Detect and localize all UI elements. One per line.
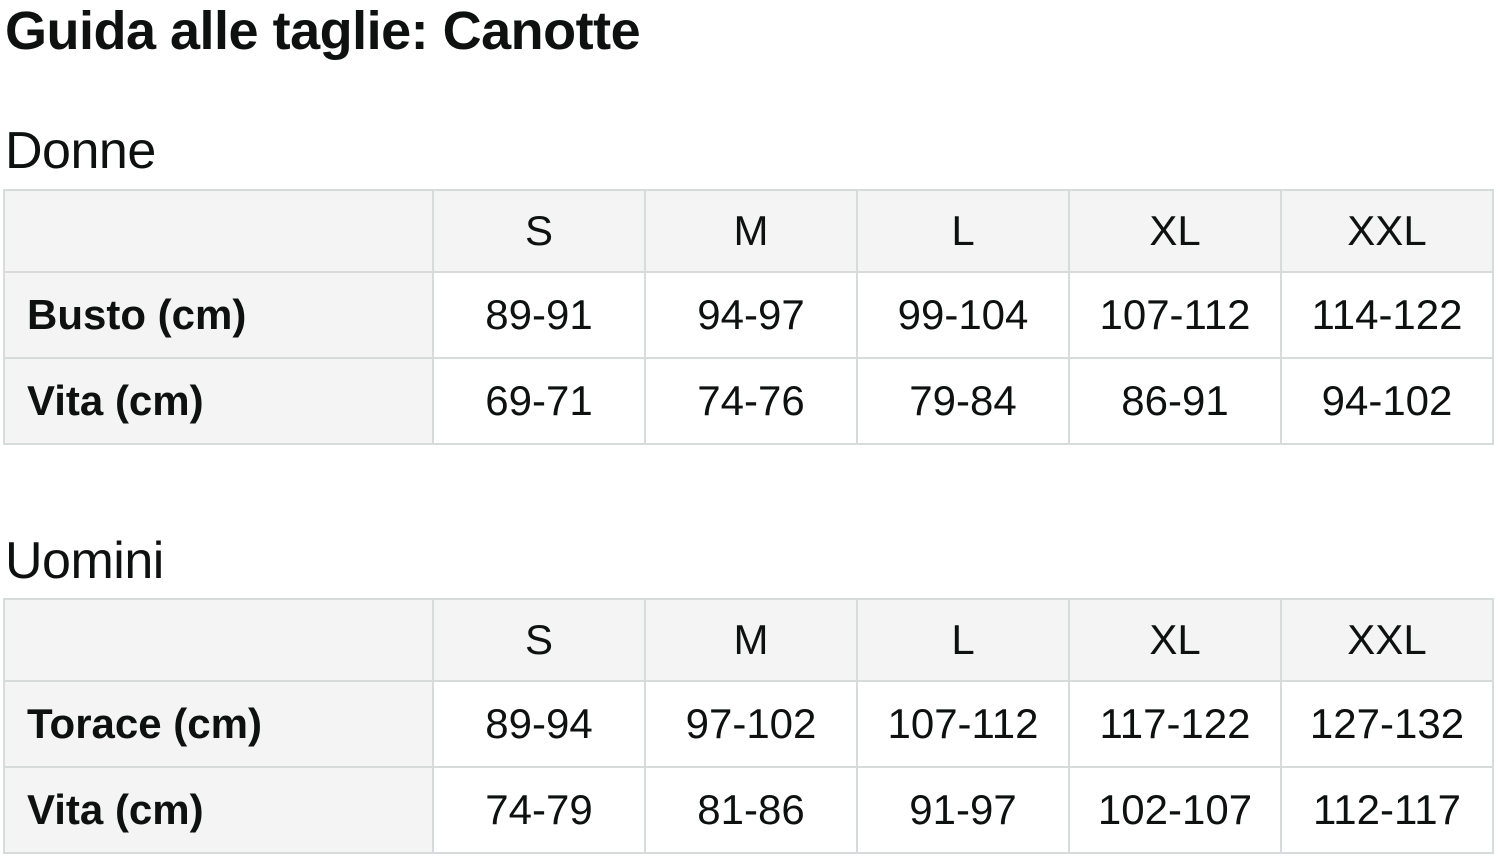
size-value-cell: 79-84 — [857, 358, 1069, 444]
row-label-busto: Busto (cm) — [4, 272, 433, 358]
size-value-cell: 112-117 — [1281, 767, 1493, 853]
section-heading-donne: Donne — [5, 122, 156, 181]
col-header-l: L — [857, 190, 1069, 272]
col-header-m: M — [645, 190, 857, 272]
size-value-cell: 81-86 — [645, 767, 857, 853]
col-header-xxl: XXL — [1281, 599, 1493, 681]
size-value-cell: 89-94 — [433, 681, 645, 767]
page-title: Guida alle taglie: Canotte — [5, 1, 641, 61]
size-value-cell: 99-104 — [857, 272, 1069, 358]
size-value-cell: 127-132 — [1281, 681, 1493, 767]
col-header-xl: XL — [1069, 599, 1281, 681]
size-value-cell: 89-91 — [433, 272, 645, 358]
col-header-s: S — [433, 190, 645, 272]
size-value-cell: 102-107 — [1069, 767, 1281, 853]
size-value-cell: 114-122 — [1281, 272, 1493, 358]
table-row-vita-uomini — [4, 767, 1493, 853]
row-label-torace: Torace (cm) — [4, 681, 433, 767]
size-table-uomini — [3, 598, 1494, 854]
size-value-cell: 117-122 — [1069, 681, 1281, 767]
section-heading-uomini: Uomini — [5, 531, 164, 590]
size-value-cell: 97-102 — [645, 681, 857, 767]
row-label-vita: Vita (cm) — [4, 767, 433, 853]
size-value-cell: 94-97 — [645, 272, 857, 358]
col-header-l: L — [857, 599, 1069, 681]
size-value-cell: 107-112 — [1069, 272, 1281, 358]
col-header-xxl: XXL — [1281, 190, 1493, 272]
size-value-cell: 74-79 — [433, 767, 645, 853]
table-row-torace — [4, 681, 1493, 767]
size-value-cell: 94-102 — [1281, 358, 1493, 444]
corner-cell — [4, 190, 433, 272]
size-value-cell: 107-112 — [857, 681, 1069, 767]
size-value-cell: 69-71 — [433, 358, 645, 444]
header-row — [4, 190, 1493, 272]
header-row — [4, 599, 1493, 681]
size-value-cell: 74-76 — [645, 358, 857, 444]
col-header-m: M — [645, 599, 857, 681]
size-table-donne — [3, 189, 1494, 445]
table-row-vita-donne — [4, 358, 1493, 444]
size-value-cell: 91-97 — [857, 767, 1069, 853]
size-value-cell: 86-91 — [1069, 358, 1281, 444]
col-header-s: S — [433, 599, 645, 681]
table-row-busto — [4, 272, 1493, 358]
corner-cell — [4, 599, 433, 681]
row-label-vita: Vita (cm) — [4, 358, 433, 444]
col-header-xl: XL — [1069, 190, 1281, 272]
